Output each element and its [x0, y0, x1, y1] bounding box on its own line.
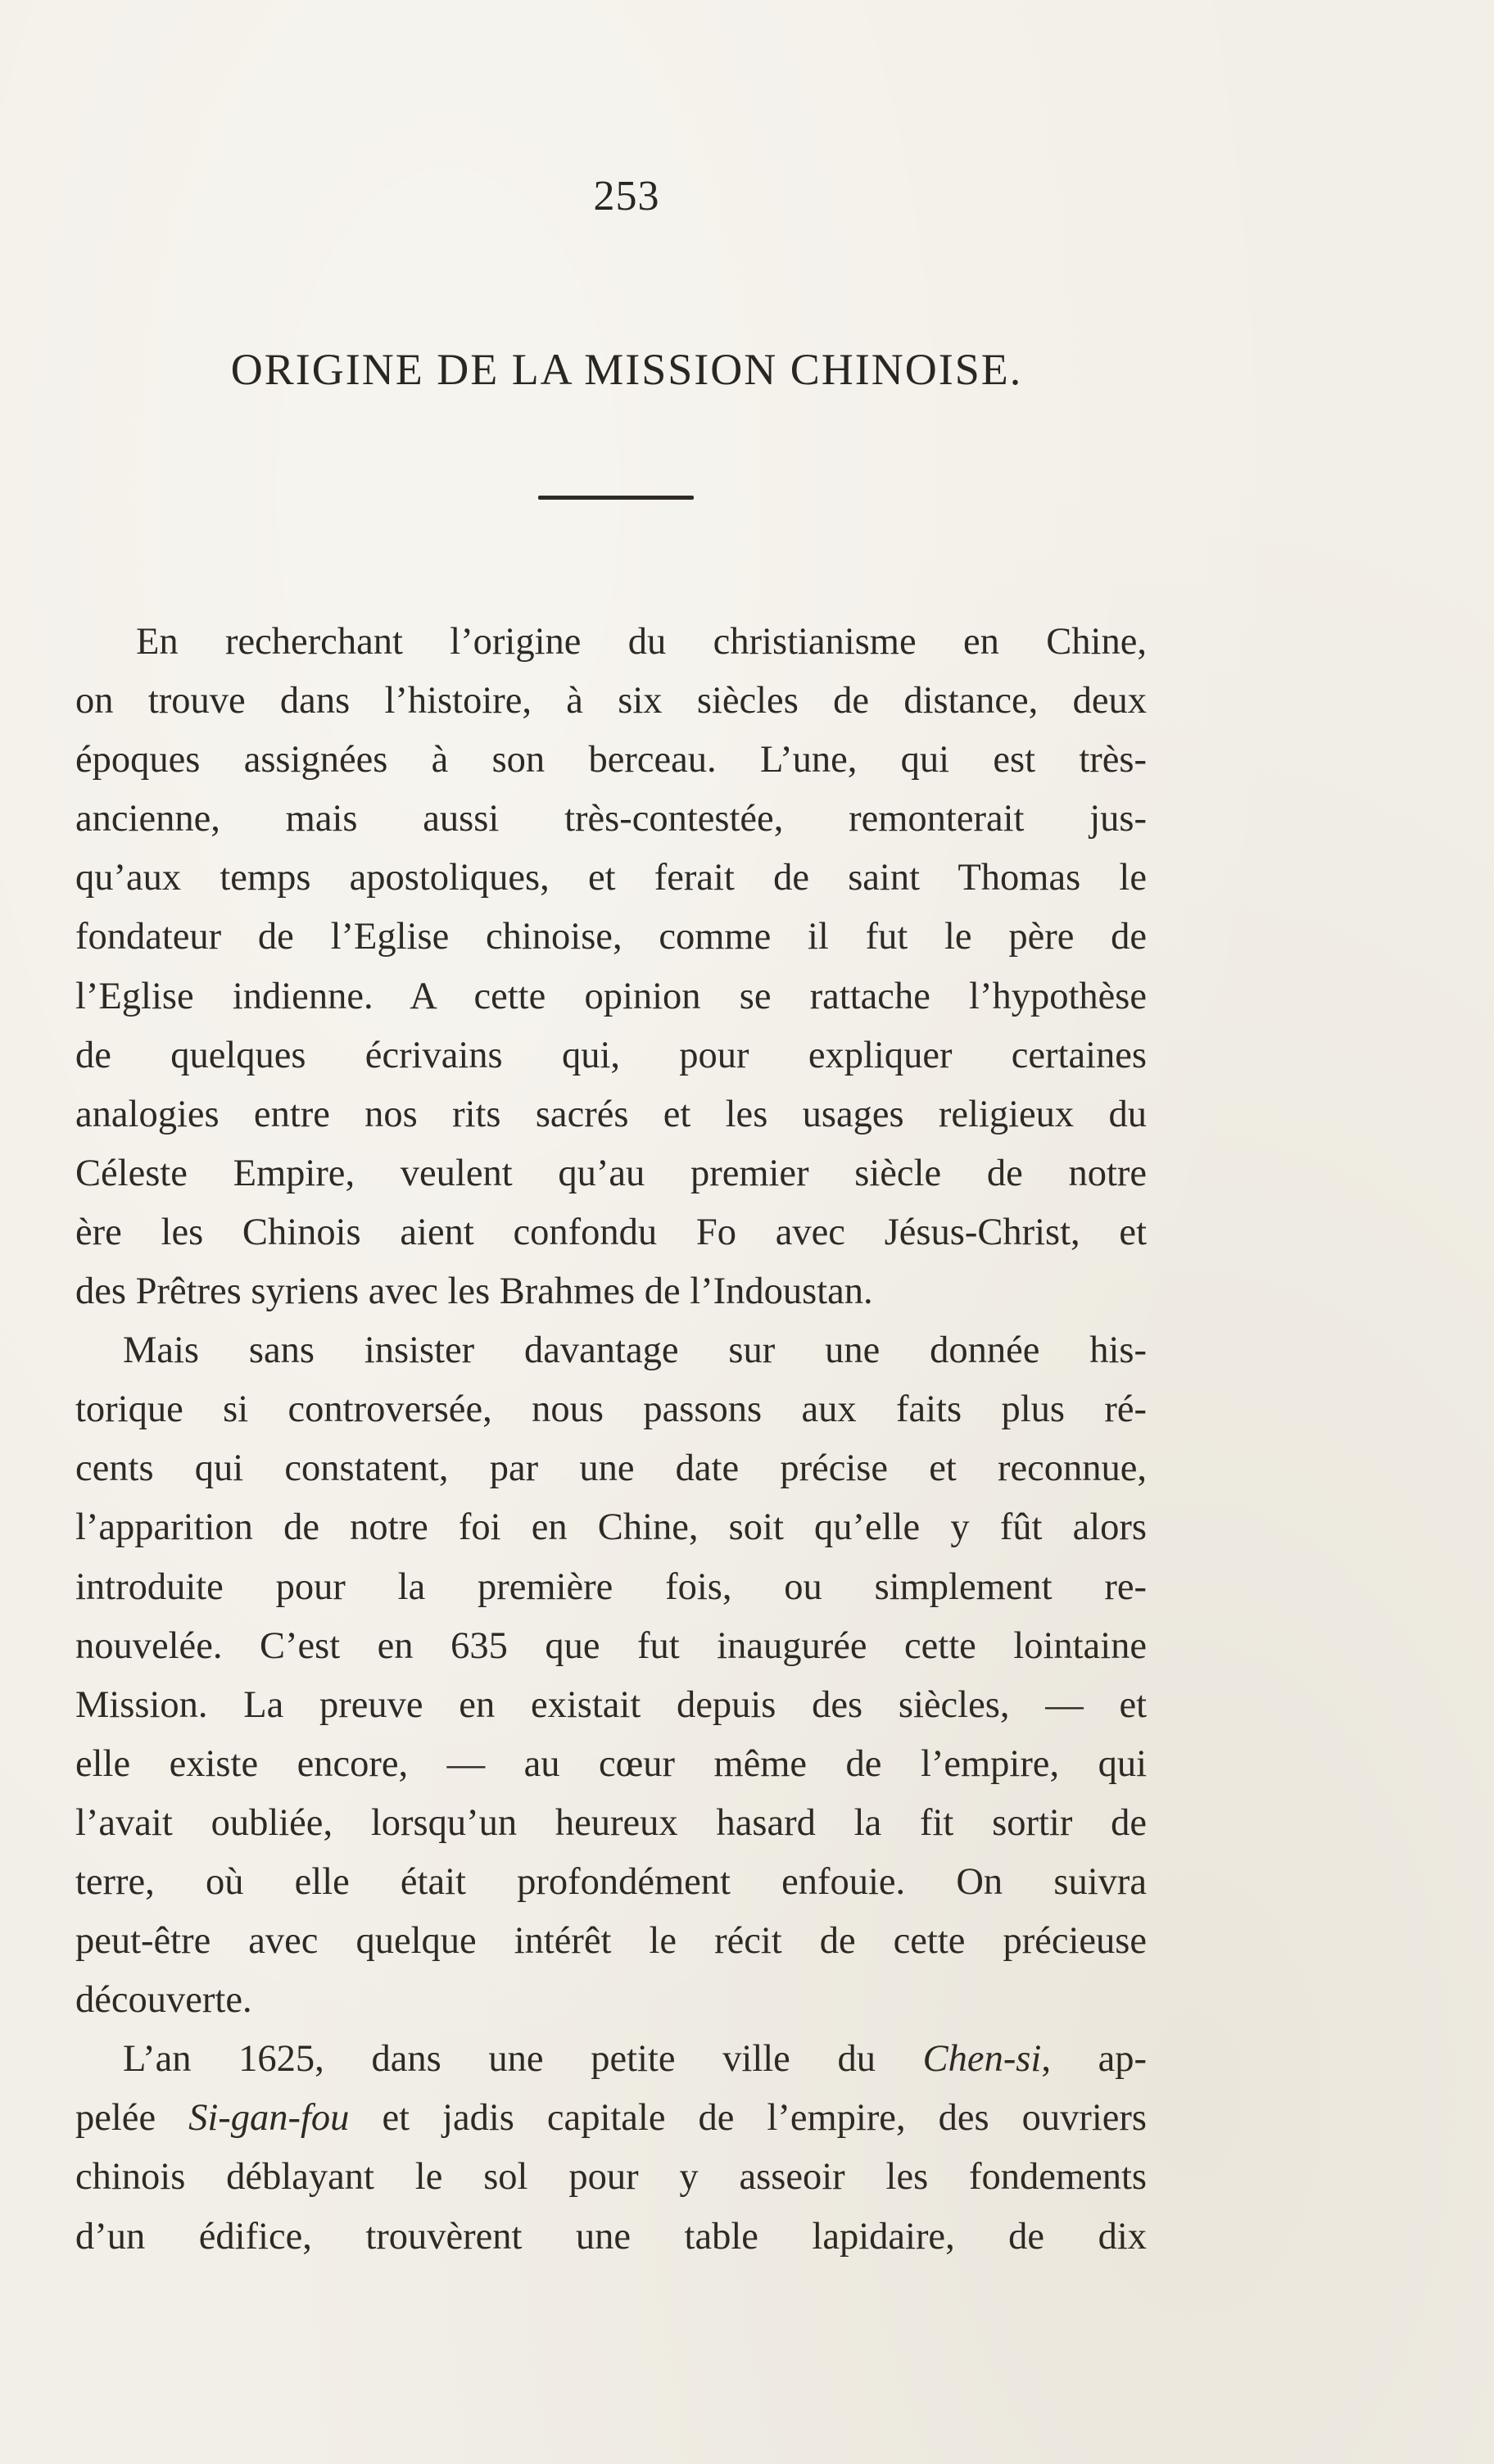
place-name-italic: Si-gan-fou	[188, 2097, 350, 2140]
text-line: d’un édifice, trouvèrent une table lapidaire, de dix	[75, 2215, 1147, 2258]
text-line: l’avait oubliée, lorsqu’un heureux hasard la fit sortir de	[75, 1801, 1147, 1844]
chapter-title: ORIGINE DE LA MISSION CHINOISE.	[230, 345, 1023, 394]
text-line	[75, 2030, 1147, 2089]
text-line: analogies entre nos rits sacrés et les usages religieux du	[75, 1093, 1147, 1135]
text-line: l’apparition de notre foi en Chine, soit qu’elle y fût alors	[75, 1506, 1147, 1549]
text-line: terre, où elle était profondément enfouie. On suivra	[75, 1860, 1147, 1903]
text-line: qu’aux temps apostoliques, et ferait de saint Thomas le	[75, 857, 1147, 899]
text-line: En recherchant l’origine du christianisme en Chine,	[136, 621, 1147, 663]
text-fragment: L’an 1625, dans une petite ville du	[123, 2038, 923, 2081]
title-rule	[538, 496, 694, 500]
text-line: torique si controversée, nous passons aux faits plus ré-	[75, 1388, 1147, 1431]
text-line	[75, 2089, 1147, 2148]
text-line: des Prêtres syriens avec les Brahmes de l’Indoustan.	[75, 1270, 873, 1313]
text-line: ère les Chinois aient confondu Fo avec Jésus-Christ, et	[75, 1211, 1147, 1253]
paragraph-2	[75, 1321, 1147, 2030]
text-line: Céleste Empire, veulent qu’au premier siècle de notre	[75, 1152, 1147, 1194]
text-line: chinois déblayant le sol pour y asseoir les fondements	[75, 2156, 1147, 2199]
text-line: introduite pour la première fois, ou simplement re-	[75, 1565, 1147, 1608]
text-line: l’Eglise indienne. A cette opinion se rattache l’hypothèse	[75, 975, 1147, 1017]
paragraph-3	[75, 2030, 1147, 2266]
text-line: elle existe encore, — au cœur même de l’empire, qui	[75, 1742, 1147, 1785]
text-line: cents qui constatent, par une date précise et reconnue,	[75, 1447, 1147, 1490]
text-fragment: et jadis capitale de l’empire, des ouvriers	[349, 2097, 1147, 2140]
text-line: Mais sans insister davantage sur une donnée his-	[123, 1329, 1147, 1372]
text-line: on trouve dans l’histoire, à six siècles de distance, deux	[75, 680, 1147, 722]
text-line: fondateur de l’Eglise chinoise, comme il fut le père de	[75, 916, 1147, 958]
text-line: ancienne, mais aussi très-contestée, remonterait jus-	[75, 798, 1147, 840]
page-number: 253	[593, 173, 660, 220]
text-line: nouvelée. C’est en 635 que fut inaugurée cette lointaine	[75, 1624, 1147, 1667]
place-name-italic: Chen-si	[922, 2038, 1042, 2081]
text-fragment: , ap-	[1041, 2038, 1147, 2081]
text-line: peut-être avec quelque intérêt le récit de cette précieuse	[75, 1920, 1147, 1963]
text-fragment: pelée	[75, 2097, 189, 2140]
text-line: Mission. La preuve en existait depuis des siècles, — et	[75, 1683, 1147, 1726]
body-text	[75, 613, 1147, 2267]
text-line: de quelques écrivains qui, pour expliquer certaines	[75, 1034, 1147, 1076]
text-line: découverte.	[75, 1979, 252, 2022]
paragraph-1	[75, 613, 1147, 1321]
text-line: époques assignées à son berceau. L’une, qui est très-	[75, 739, 1147, 781]
